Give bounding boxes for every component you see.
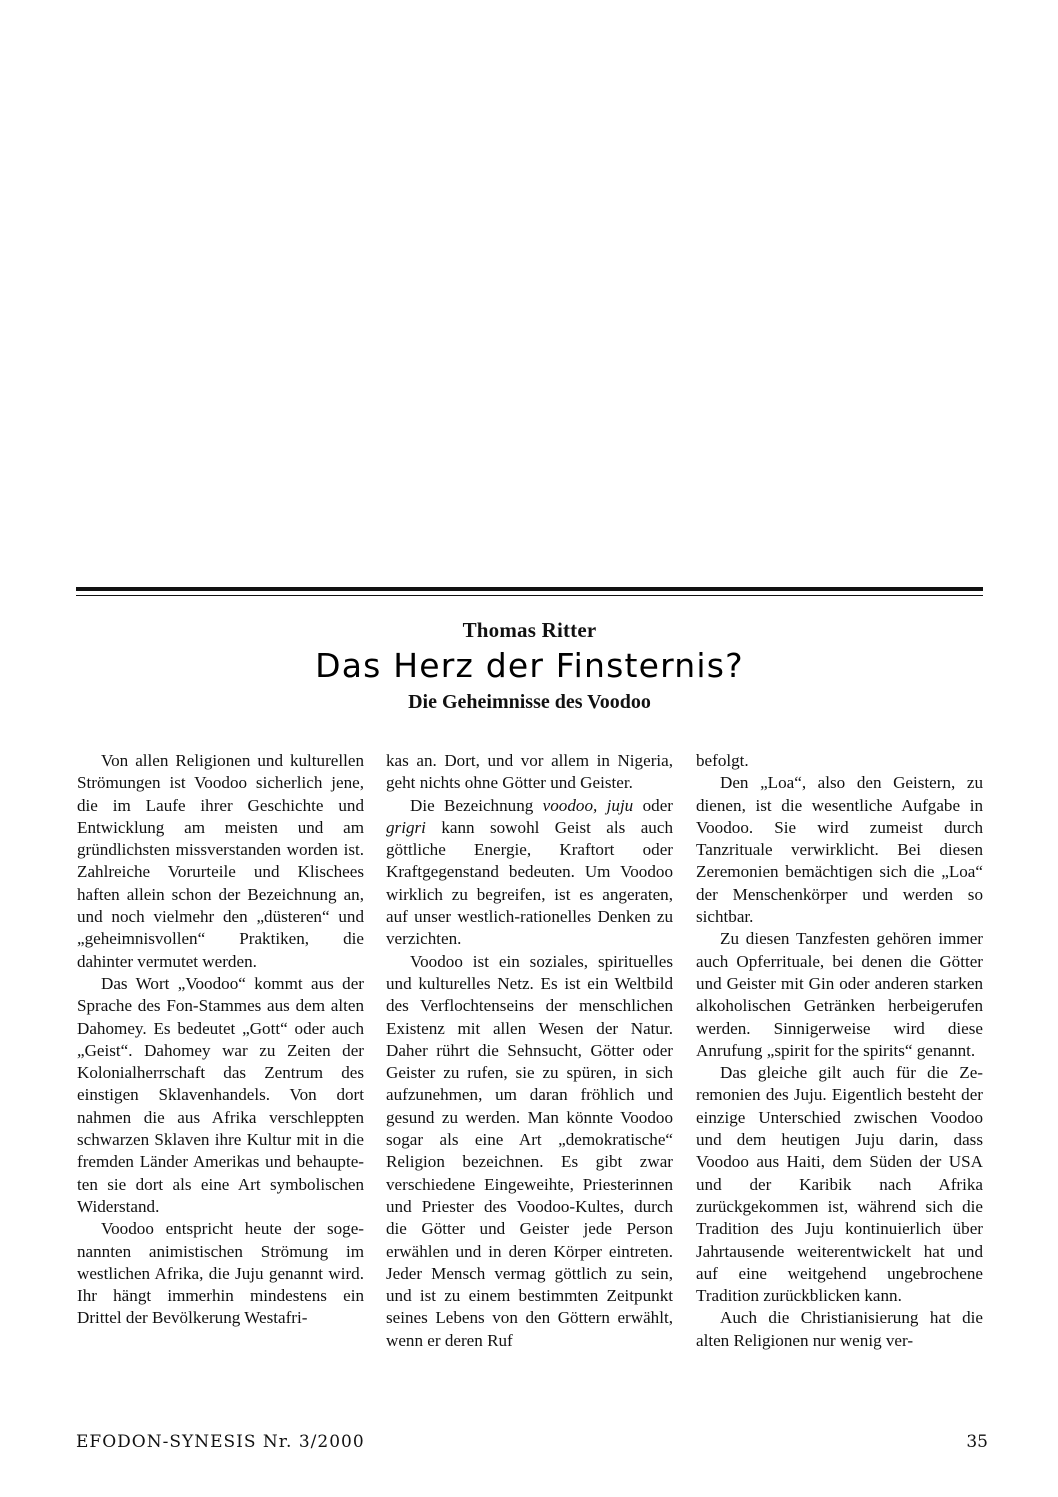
text-column-1 [77, 750, 364, 1330]
paragraph: kas an. Dort, und vor allem in Nigeria, geht nichts ohne Götter und Geister. [386, 751, 673, 793]
paragraph: befolgt. [696, 751, 749, 770]
text-column-3 [696, 750, 983, 1352]
paragraph: Zu diesen Tanzfesten gehören immer auch Opferrituale, bei denen die Götter und Geister mit Gin oder anderen starken alkoholischen Getränken herbeigerufen werden. Sinnigerweise wird diese Anrufung „spirit for the spirits“ genannt. [696, 929, 983, 1060]
header-rule-thick [76, 587, 983, 591]
article-title: Das Herz der Finsternis? [315, 646, 744, 685]
article-header [76, 616, 983, 716]
paragraph: Den „Loa“, also den Geistern, zu dienen, ist die wesentliche Aufgabe in Voodoo. Sie wird zumeist durch Tanzrituale verwirklicht. Bei diesen Zeremonien bemächtigen sich die „Loa“ der Menschenkörper und werden so sichtbar. [696, 773, 983, 927]
term-italic: voodoo, juju [542, 795, 634, 815]
paragraph-text: oder [633, 795, 673, 815]
paragraph: Voodoo entspricht heute der sogenannten animistischen Strömung im westlichen Afrika, die Juju genannt wird. Ihr hängt immerhin mindestens ein Drittel der Bevölkerung Westafri- [77, 1219, 364, 1328]
paragraph: Von allen Religionen und kulturellen Strömungen ist Voodoo sicherlich jene, die im Laufe ihrer Geschichte und Entwicklung am meisten und am gründlichsten missverstanden worden ist. Zahlreiche Vorurteile und Klischees haften allein schon der Bezeichnung an, und noch vielmehr den „düsteren“ und „geheimnisvollen“ Praktiken, die dahinter vermutet werden. [77, 751, 364, 971]
journal-footer: EFODON-SYNESIS Nr. 3/2000 [76, 1432, 365, 1452]
header-rule-thin [76, 595, 983, 596]
paragraph: Voodoo ist ein soziales, spirituelles und kulturelles Netz. Es ist ein Weltbild des Verflochtenseins der menschlichen Existenz mit allen Wesen der Natur. Daher rührt die Sehnsucht, Götter oder Geister zu rufen, sie zu spüren, in sich aufzunehmen, um daran fröhlich und gesund zu werden. Man könnte Voodoo sogar als eine Art „demokratische“ Religion bezeichnen. Es gibt zwar verschiedene Eingeweihte, Priesterinnen und Priester des Voodoo-Kultes, durch die Götter und Geister jede Person erwählen und in deren Körper eintreten. Jeder Mensch vermag göttlich zu sein, und ist zu einem bestimmten Zeitpunkt seines Lebens von den Göttern erwählt, wenn er deren Ruf [386, 951, 673, 1350]
paragraph: Das Wort „Voodoo“ kommt aus der Sprache des Fon-Stammes aus dem alten Dahomey. Es bedeutet „Gott“ oder auch „Geist“. Dahomey war zu Zeiten der Kolonialherrschaft das Zentrum des einstigen Sklavenhandels. Von dort nahmen die aus Afrika verschleppten schwarzen Sklaven ihre Kultur mit in die fremden Länder Amerikas und behaupteten sie dort als eine Art symbolischen Widerstand. [77, 973, 364, 1216]
paragraph: Das gleiche gilt auch für die Zeremonien des Juju. Eigentlich besteht der einzige Unterschied zwischen Voodoo und dem heutigen Juju darin, dass Voodoo aus Haiti, dem Süden der USA und der Karibik nach Afrika zurückgekommen ist, während sich die Tradition des Juju kontinuierlich über Jahrtausende weiterentwickelt hat und auf eine weitgehend ungebrochene Tradition zurückblicken kann. [696, 1063, 983, 1306]
paragraph: Auch die Christianisierung hat die alten Religionen nur wenig ver- [696, 1308, 983, 1350]
paragraph-text: kann sowohl Geist als auch göttliche Energie, Kraftort oder Kraftgegenstand bedeuten. Um Voodoo wirklich zu begreifen, ist es angeraten, auf unser westlich-rationelles Denken zu verzichten. [386, 817, 673, 949]
article-subtitle: Die Geheimnisse des Voodoo [408, 691, 651, 713]
paragraph [386, 795, 673, 951]
page-number: 35 [966, 1432, 988, 1452]
author-name: Thomas Ritter [462, 618, 597, 642]
paragraph-text: Die Bezeichnung [410, 795, 543, 815]
term-italic: grigri [386, 817, 426, 837]
text-column-2 [386, 750, 673, 1352]
